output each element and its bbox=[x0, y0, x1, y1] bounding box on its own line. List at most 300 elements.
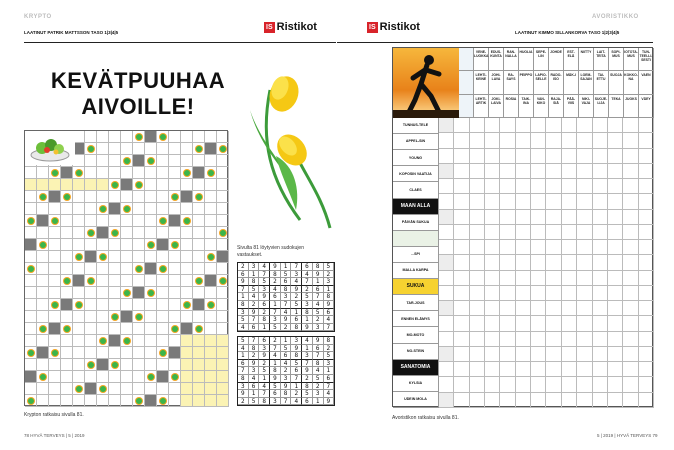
answer-cell[interactable] bbox=[608, 255, 623, 270]
answer-cell[interactable] bbox=[470, 362, 485, 377]
answer-cell[interactable] bbox=[593, 377, 608, 392]
answer-cell[interactable] bbox=[531, 316, 546, 331]
answer-cell[interactable] bbox=[562, 362, 577, 377]
answer-cell[interactable] bbox=[593, 393, 608, 408]
answer-cell[interactable] bbox=[485, 271, 500, 286]
answer-cell[interactable] bbox=[577, 301, 592, 316]
sudoku-digit: 5 bbox=[302, 390, 313, 398]
krypto-cell bbox=[25, 299, 37, 311]
answer-cell[interactable] bbox=[470, 210, 485, 225]
answer-cell[interactable] bbox=[454, 286, 469, 301]
answer-cell[interactable] bbox=[623, 179, 638, 194]
answer-cell[interactable] bbox=[546, 271, 561, 286]
answer-cell[interactable] bbox=[470, 194, 485, 209]
answer-cell[interactable] bbox=[593, 118, 608, 133]
answer-cell[interactable] bbox=[500, 164, 515, 179]
answer-cell[interactable] bbox=[439, 149, 454, 164]
answer-cell[interactable] bbox=[562, 118, 577, 133]
krypto-cell bbox=[37, 275, 49, 287]
answer-cell[interactable] bbox=[531, 393, 546, 408]
answer-cell[interactable] bbox=[470, 393, 485, 408]
answer-cell[interactable] bbox=[500, 255, 515, 270]
answer-cell[interactable] bbox=[516, 118, 531, 133]
answer-cell[interactable] bbox=[546, 377, 561, 392]
answer-cell[interactable] bbox=[500, 347, 515, 362]
answer-cell[interactable] bbox=[608, 240, 623, 255]
answer-cell[interactable] bbox=[516, 377, 531, 392]
answer-cell[interactable] bbox=[623, 362, 638, 377]
answer-cell[interactable] bbox=[485, 210, 500, 225]
answer-cell[interactable] bbox=[439, 362, 454, 377]
answer-cell[interactable] bbox=[608, 118, 623, 133]
answer-cell[interactable] bbox=[454, 271, 469, 286]
answer-cell[interactable] bbox=[639, 194, 654, 209]
answer-cell[interactable] bbox=[577, 225, 592, 240]
answer-cell[interactable] bbox=[531, 164, 546, 179]
answer-cell[interactable] bbox=[454, 301, 469, 316]
answer-cell[interactable] bbox=[470, 316, 485, 331]
answer-cell[interactable] bbox=[516, 149, 531, 164]
answer-cell[interactable] bbox=[639, 179, 654, 194]
answer-cell[interactable] bbox=[639, 240, 654, 255]
answer-cell[interactable] bbox=[623, 194, 638, 209]
answer-cell[interactable] bbox=[546, 194, 561, 209]
krypto-cell bbox=[205, 251, 217, 263]
answer-cell[interactable] bbox=[516, 362, 531, 377]
answer-cell[interactable] bbox=[516, 210, 531, 225]
answer-cell[interactable] bbox=[516, 316, 531, 331]
answer-cell[interactable] bbox=[608, 149, 623, 164]
answer-cell[interactable] bbox=[639, 225, 654, 240]
answer-cell[interactable] bbox=[485, 316, 500, 331]
answer-cell[interactable] bbox=[577, 118, 592, 133]
answer-cell[interactable] bbox=[562, 149, 577, 164]
krypto-cell bbox=[193, 335, 205, 347]
answer-cell[interactable] bbox=[577, 240, 592, 255]
answer-cell[interactable] bbox=[593, 255, 608, 270]
krypto-cell bbox=[49, 203, 61, 215]
answer-cell[interactable] bbox=[546, 118, 561, 133]
answer-cell[interactable] bbox=[577, 362, 592, 377]
answer-cell[interactable] bbox=[639, 362, 654, 377]
answer-cell[interactable] bbox=[531, 301, 546, 316]
sudoku-digit: 2 bbox=[313, 383, 324, 391]
answer-cell[interactable] bbox=[531, 210, 546, 225]
answer-cell[interactable] bbox=[608, 164, 623, 179]
answer-cell[interactable] bbox=[454, 179, 469, 194]
answer-cell[interactable] bbox=[577, 377, 592, 392]
answer-cell[interactable] bbox=[546, 149, 561, 164]
answer-cell[interactable] bbox=[485, 332, 500, 347]
answer-cell[interactable] bbox=[454, 210, 469, 225]
answer-cell[interactable] bbox=[562, 301, 577, 316]
answer-cell[interactable] bbox=[577, 149, 592, 164]
answer-cell[interactable] bbox=[577, 179, 592, 194]
answer-cell[interactable] bbox=[562, 179, 577, 194]
sudoku-solution-1 bbox=[237, 262, 335, 332]
answer-cell[interactable] bbox=[623, 133, 638, 148]
answer-cell[interactable] bbox=[500, 118, 515, 133]
answer-cell[interactable] bbox=[531, 225, 546, 240]
answer-cell[interactable] bbox=[608, 332, 623, 347]
answer-cell[interactable] bbox=[623, 255, 638, 270]
answer-cell[interactable] bbox=[500, 225, 515, 240]
answer-cell[interactable] bbox=[485, 301, 500, 316]
answer-cell[interactable] bbox=[485, 149, 500, 164]
clue-cell: TUN-TEELLI-SESTI bbox=[639, 48, 654, 71]
answer-cell[interactable] bbox=[470, 271, 485, 286]
answer-cell[interactable] bbox=[454, 240, 469, 255]
answer-cell[interactable] bbox=[470, 301, 485, 316]
answer-cell[interactable] bbox=[546, 332, 561, 347]
answer-cell[interactable] bbox=[439, 271, 454, 286]
answer-cell[interactable] bbox=[562, 210, 577, 225]
answer-cell[interactable] bbox=[531, 362, 546, 377]
answer-cell[interactable] bbox=[531, 347, 546, 362]
answer-cell[interactable] bbox=[439, 316, 454, 331]
answer-cell[interactable] bbox=[531, 377, 546, 392]
krypto-cell bbox=[157, 311, 169, 323]
answer-cell[interactable] bbox=[577, 164, 592, 179]
answer-cell[interactable] bbox=[516, 393, 531, 408]
answer-cell[interactable] bbox=[531, 240, 546, 255]
sudoku-digit: 5 bbox=[281, 345, 292, 353]
answer-cell[interactable] bbox=[500, 271, 515, 286]
answer-cell[interactable] bbox=[516, 164, 531, 179]
answer-cell[interactable] bbox=[593, 179, 608, 194]
answer-cell[interactable] bbox=[454, 332, 469, 347]
answer-cell[interactable] bbox=[454, 164, 469, 179]
answer-cell[interactable] bbox=[485, 377, 500, 392]
answer-cell[interactable] bbox=[546, 255, 561, 270]
krypto-cell bbox=[109, 227, 121, 239]
answer-cell[interactable] bbox=[593, 271, 608, 286]
answer-cell[interactable] bbox=[439, 347, 454, 362]
answer-cell[interactable] bbox=[454, 316, 469, 331]
answer-cell[interactable] bbox=[562, 133, 577, 148]
answer-cell[interactable] bbox=[623, 301, 638, 316]
answer-cell[interactable] bbox=[577, 194, 592, 209]
answer-cell[interactable] bbox=[623, 149, 638, 164]
answer-cell[interactable] bbox=[454, 118, 469, 133]
answer-cell[interactable] bbox=[500, 210, 515, 225]
answer-cell[interactable] bbox=[562, 377, 577, 392]
answer-cell[interactable] bbox=[608, 377, 623, 392]
krypto-cell bbox=[169, 347, 181, 359]
answer-cell[interactable] bbox=[439, 194, 454, 209]
answer-cell[interactable] bbox=[439, 332, 454, 347]
answer-cell[interactable] bbox=[500, 316, 515, 331]
answer-cell[interactable] bbox=[485, 286, 500, 301]
answer-cell[interactable] bbox=[593, 347, 608, 362]
answer-cell[interactable] bbox=[470, 286, 485, 301]
answer-cell[interactable] bbox=[470, 118, 485, 133]
answer-cell[interactable] bbox=[593, 332, 608, 347]
answer-cell[interactable] bbox=[562, 332, 577, 347]
answer-cell[interactable] bbox=[439, 393, 454, 408]
answer-cell[interactable] bbox=[623, 118, 638, 133]
answer-cell[interactable] bbox=[546, 164, 561, 179]
answer-cell[interactable] bbox=[470, 149, 485, 164]
answer-cell[interactable] bbox=[485, 255, 500, 270]
answer-cell[interactable] bbox=[562, 240, 577, 255]
answer-cell[interactable] bbox=[439, 301, 454, 316]
krypto-cell bbox=[97, 395, 109, 407]
answer-cell[interactable] bbox=[439, 225, 454, 240]
answer-cell[interactable] bbox=[593, 149, 608, 164]
answer-cell[interactable] bbox=[546, 347, 561, 362]
answer-cell[interactable] bbox=[470, 240, 485, 255]
answer-cell[interactable] bbox=[593, 225, 608, 240]
answer-cell[interactable] bbox=[516, 332, 531, 347]
answer-cell[interactable] bbox=[608, 194, 623, 209]
answer-cell[interactable] bbox=[546, 362, 561, 377]
answer-cell[interactable] bbox=[439, 255, 454, 270]
answer-cell[interactable] bbox=[623, 316, 638, 331]
answer-cell[interactable] bbox=[546, 301, 561, 316]
answer-cell[interactable] bbox=[485, 133, 500, 148]
answer-cell[interactable] bbox=[485, 179, 500, 194]
answer-cell[interactable] bbox=[623, 332, 638, 347]
answer-cell[interactable] bbox=[531, 118, 546, 133]
krypto-cell bbox=[157, 227, 169, 239]
answer-cell[interactable] bbox=[500, 149, 515, 164]
answer-cell[interactable] bbox=[577, 316, 592, 331]
answer-cell[interactable] bbox=[546, 316, 561, 331]
krypto-cell bbox=[205, 371, 217, 383]
answer-cell[interactable] bbox=[516, 286, 531, 301]
answer-cell[interactable] bbox=[439, 240, 454, 255]
top-clues bbox=[459, 48, 654, 118]
answer-cell[interactable] bbox=[500, 332, 515, 347]
answer-cell[interactable] bbox=[608, 179, 623, 194]
answer-cell[interactable] bbox=[531, 133, 546, 148]
answer-cell[interactable] bbox=[608, 271, 623, 286]
answer-cell[interactable] bbox=[562, 393, 577, 408]
answer-cell[interactable] bbox=[516, 301, 531, 316]
answer-cell[interactable] bbox=[500, 179, 515, 194]
answer-cell[interactable] bbox=[500, 286, 515, 301]
answer-cell[interactable] bbox=[546, 133, 561, 148]
answer-cell[interactable] bbox=[593, 194, 608, 209]
answer-cell[interactable] bbox=[577, 286, 592, 301]
answer-cell[interactable] bbox=[577, 393, 592, 408]
answer-cell[interactable] bbox=[470, 164, 485, 179]
answer-cell[interactable] bbox=[562, 286, 577, 301]
answer-cell[interactable] bbox=[639, 271, 654, 286]
answer-cell[interactable] bbox=[623, 377, 638, 392]
answer-cell[interactable] bbox=[577, 133, 592, 148]
answer-cell[interactable] bbox=[593, 286, 608, 301]
answer-cell[interactable] bbox=[562, 316, 577, 331]
logo-name: Ristikot bbox=[379, 21, 420, 33]
answer-cell[interactable] bbox=[531, 332, 546, 347]
answer-cell[interactable] bbox=[500, 362, 515, 377]
clue-cell: YOUNG bbox=[393, 150, 439, 166]
answer-cell[interactable] bbox=[623, 347, 638, 362]
answer-cell[interactable] bbox=[593, 164, 608, 179]
answer-cell[interactable] bbox=[639, 286, 654, 301]
answer-cell[interactable] bbox=[577, 347, 592, 362]
answer-cell[interactable] bbox=[500, 194, 515, 209]
krypto-cell bbox=[49, 323, 61, 335]
answer-cell[interactable] bbox=[639, 301, 654, 316]
answer-cell[interactable] bbox=[485, 347, 500, 362]
answer-cell[interactable] bbox=[593, 301, 608, 316]
answer-cell[interactable] bbox=[639, 118, 654, 133]
answer-cell[interactable] bbox=[454, 149, 469, 164]
answer-cell[interactable] bbox=[470, 179, 485, 194]
answer-cell[interactable] bbox=[639, 133, 654, 148]
answer-cell[interactable] bbox=[470, 347, 485, 362]
answer-cell[interactable] bbox=[500, 240, 515, 255]
answer-cell[interactable] bbox=[485, 393, 500, 408]
answer-cell[interactable] bbox=[639, 393, 654, 408]
krypto-cell bbox=[73, 395, 85, 407]
answer-cell[interactable] bbox=[623, 164, 638, 179]
answer-cell[interactable] bbox=[639, 347, 654, 362]
clue-cell: PÄIVÄN SUKUA bbox=[393, 215, 439, 231]
answer-cell[interactable] bbox=[639, 377, 654, 392]
answer-cell[interactable] bbox=[546, 210, 561, 225]
answer-cell[interactable] bbox=[608, 301, 623, 316]
answer-cell[interactable] bbox=[593, 210, 608, 225]
answer-cell[interactable] bbox=[562, 164, 577, 179]
answer-cell[interactable] bbox=[485, 240, 500, 255]
answer-cell[interactable] bbox=[531, 194, 546, 209]
answer-cell[interactable] bbox=[439, 286, 454, 301]
answer-cell[interactable] bbox=[623, 210, 638, 225]
answer-cell[interactable] bbox=[454, 255, 469, 270]
answer-cell[interactable] bbox=[623, 271, 638, 286]
answer-cell[interactable] bbox=[623, 393, 638, 408]
answer-cell[interactable] bbox=[593, 362, 608, 377]
answer-cell[interactable] bbox=[439, 118, 454, 133]
answer-cell[interactable] bbox=[516, 225, 531, 240]
answer-cell[interactable] bbox=[439, 133, 454, 148]
answer-cell[interactable] bbox=[608, 347, 623, 362]
krypto-cell bbox=[205, 383, 217, 395]
answer-cell[interactable] bbox=[623, 240, 638, 255]
answer-cell[interactable] bbox=[516, 240, 531, 255]
answer-cell[interactable] bbox=[516, 255, 531, 270]
answer-cell[interactable] bbox=[623, 225, 638, 240]
answer-cell[interactable] bbox=[500, 393, 515, 408]
answer-cell[interactable] bbox=[608, 362, 623, 377]
answer-cell[interactable] bbox=[546, 393, 561, 408]
answer-cell[interactable] bbox=[516, 271, 531, 286]
krypto-cell bbox=[25, 167, 37, 179]
clue-cell: SUOJE-LIJA bbox=[594, 95, 609, 118]
answer-cell[interactable] bbox=[516, 347, 531, 362]
sudoku-digit: 5 bbox=[324, 352, 335, 360]
answer-cell[interactable] bbox=[500, 301, 515, 316]
answer-cell[interactable] bbox=[562, 225, 577, 240]
answer-cell[interactable] bbox=[639, 316, 654, 331]
answer-cell[interactable] bbox=[577, 210, 592, 225]
answer-cell[interactable] bbox=[639, 332, 654, 347]
answer-cell[interactable] bbox=[485, 118, 500, 133]
answer-cell[interactable] bbox=[562, 271, 577, 286]
answer-cell[interactable] bbox=[470, 377, 485, 392]
answer-cell[interactable] bbox=[608, 225, 623, 240]
answer-cell[interactable] bbox=[546, 225, 561, 240]
answer-cell[interactable] bbox=[454, 133, 469, 148]
answer-cell[interactable] bbox=[470, 255, 485, 270]
answer-cell[interactable] bbox=[623, 286, 638, 301]
answer-cell[interactable] bbox=[439, 377, 454, 392]
answer-cell[interactable] bbox=[531, 271, 546, 286]
answer-cell[interactable] bbox=[516, 179, 531, 194]
answer-cell[interactable] bbox=[531, 255, 546, 270]
answer-cell[interactable] bbox=[546, 240, 561, 255]
answer-cell[interactable] bbox=[485, 225, 500, 240]
answer-cell[interactable] bbox=[562, 347, 577, 362]
answer-cell[interactable] bbox=[639, 149, 654, 164]
answer-cell[interactable] bbox=[531, 179, 546, 194]
krypto-cell bbox=[109, 335, 121, 347]
answer-cell[interactable] bbox=[562, 194, 577, 209]
answer-cell[interactable] bbox=[639, 210, 654, 225]
answer-cell[interactable] bbox=[454, 362, 469, 377]
answer-cell[interactable] bbox=[608, 133, 623, 148]
answer-cell[interactable] bbox=[439, 179, 454, 194]
answer-cell[interactable] bbox=[593, 240, 608, 255]
answer-cell[interactable] bbox=[439, 164, 454, 179]
answer-cell[interactable] bbox=[608, 210, 623, 225]
krypto-cell bbox=[61, 299, 73, 311]
answer-cell[interactable] bbox=[516, 133, 531, 148]
answer-cell[interactable] bbox=[531, 149, 546, 164]
krypto-cell bbox=[217, 347, 229, 359]
answer-cell[interactable] bbox=[470, 332, 485, 347]
krypto-cell bbox=[85, 347, 97, 359]
answer-cell[interactable] bbox=[531, 286, 546, 301]
answer-cell[interactable] bbox=[593, 133, 608, 148]
answer-cell[interactable] bbox=[485, 362, 500, 377]
answer-cell[interactable] bbox=[608, 286, 623, 301]
answer-cell[interactable] bbox=[454, 393, 469, 408]
answer-cell[interactable] bbox=[500, 377, 515, 392]
answer-cell[interactable] bbox=[577, 271, 592, 286]
answer-cell[interactable] bbox=[577, 255, 592, 270]
answer-cell[interactable] bbox=[454, 225, 469, 240]
answer-cell[interactable] bbox=[454, 194, 469, 209]
answer-cell[interactable] bbox=[546, 286, 561, 301]
answer-cell[interactable] bbox=[608, 316, 623, 331]
section-tag: AVORISTIKKO bbox=[592, 14, 639, 20]
sudoku-digit: 5 bbox=[302, 293, 313, 301]
answer-cell[interactable] bbox=[485, 194, 500, 209]
answer-cell[interactable] bbox=[516, 194, 531, 209]
answer-cell[interactable] bbox=[500, 133, 515, 148]
answer-cell[interactable] bbox=[562, 255, 577, 270]
krypto-cell bbox=[181, 323, 193, 335]
answer-cell[interactable] bbox=[439, 210, 454, 225]
answer-cell[interactable] bbox=[593, 316, 608, 331]
answer-cell[interactable] bbox=[470, 225, 485, 240]
answer-cell[interactable] bbox=[454, 377, 469, 392]
answer-cell[interactable] bbox=[485, 164, 500, 179]
answer-cell[interactable] bbox=[546, 179, 561, 194]
krypto-cell bbox=[193, 371, 205, 383]
answer-cell[interactable] bbox=[608, 393, 623, 408]
answer-cell[interactable] bbox=[470, 133, 485, 148]
answer-cell[interactable] bbox=[639, 255, 654, 270]
answer-cell[interactable] bbox=[639, 164, 654, 179]
answer-cell[interactable] bbox=[454, 347, 469, 362]
answer-cell[interactable] bbox=[577, 332, 592, 347]
